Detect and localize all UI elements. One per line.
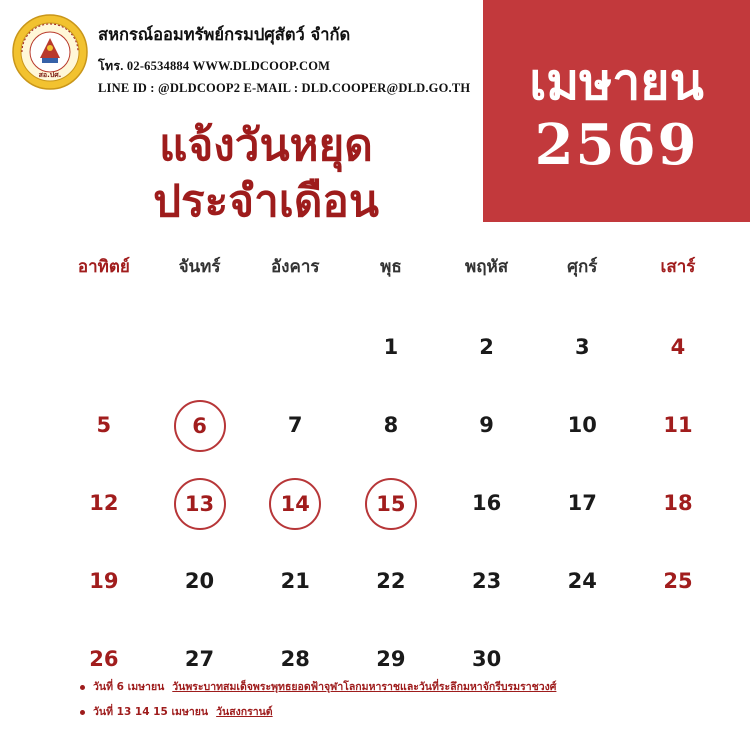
note-item — [80, 703, 556, 720]
day-cell — [343, 308, 439, 386]
day-number: 3 — [574, 335, 590, 359]
day-number: 21 — [280, 569, 310, 593]
cooperative-logo — [12, 14, 88, 90]
day-cell — [439, 542, 535, 620]
day-cell — [534, 464, 630, 542]
holiday-day-cell — [152, 386, 248, 464]
day-number: 29 — [376, 647, 406, 671]
day-number: 13 — [174, 478, 226, 530]
day-cell — [152, 542, 248, 620]
empty-day-cell — [152, 308, 248, 386]
day-number: 19 — [89, 569, 119, 593]
day-cell — [439, 308, 535, 386]
page-title — [96, 118, 436, 230]
note-date: วันที่ 6 เมษายน — [93, 681, 165, 693]
day-number: 24 — [567, 569, 597, 593]
day-number: 27 — [184, 647, 215, 671]
day-number: 4 — [670, 335, 686, 359]
weekday-thu: พฤหัส — [465, 257, 509, 277]
day-number: 11 — [663, 413, 693, 437]
day-cell — [630, 464, 726, 542]
day-number: 20 — [184, 569, 215, 593]
bullet-icon — [80, 710, 85, 715]
day-cell — [534, 386, 630, 464]
holiday-notes — [80, 678, 556, 728]
weekday-fri: ศุกร์ — [567, 257, 598, 277]
month-name: เมษายน — [529, 52, 704, 111]
day-number: 26 — [89, 647, 119, 671]
day-number: 12 — [89, 491, 119, 515]
day-cell — [534, 542, 630, 620]
bullet-icon — [80, 685, 85, 690]
contact-line: โทร. 02-6534884 WWW.DLDCOOP.COM — [98, 59, 331, 73]
empty-day-cell — [630, 620, 726, 698]
day-number: 2 — [479, 335, 494, 359]
day-cell — [630, 386, 726, 464]
day-number: 17 — [567, 491, 597, 515]
weekday-tue: อังคาร — [270, 257, 320, 277]
holiday-day-cell — [152, 464, 248, 542]
calendar-week — [56, 464, 726, 542]
calendar-week — [56, 386, 726, 464]
day-number: 30 — [471, 647, 502, 671]
org-info — [98, 22, 470, 96]
weekday-mon: จันทร์ — [178, 257, 221, 277]
day-cell — [630, 542, 726, 620]
holiday-day-cell — [247, 464, 343, 542]
day-number: 1 — [383, 335, 399, 359]
day-number: 18 — [663, 491, 693, 515]
calendar-week — [56, 542, 726, 620]
day-number: 8 — [383, 413, 399, 437]
empty-day-cell — [56, 308, 152, 386]
org-name: สหกรณ์ออมทรัพย์กรมปศุสัตว์ จำกัด — [98, 25, 351, 44]
note-item — [80, 678, 556, 695]
day-cell — [56, 542, 152, 620]
day-cell — [247, 386, 343, 464]
note-desc: วันสงกรานต์ — [216, 706, 273, 718]
day-number: 5 — [96, 413, 112, 437]
empty-day-cell — [247, 308, 343, 386]
month-banner — [483, 0, 750, 222]
day-number: 7 — [287, 413, 303, 437]
day-number: 23 — [471, 569, 502, 593]
day-cell — [439, 464, 535, 542]
weekday-sun: อาทิตย์ — [77, 257, 130, 277]
day-cell — [534, 308, 630, 386]
title-line-1: แจ้งวันหยุด — [159, 120, 373, 171]
calendar-weeks — [56, 308, 726, 698]
day-number: 22 — [376, 569, 406, 593]
day-number: 10 — [567, 413, 597, 437]
day-cell — [56, 386, 152, 464]
note-date: วันที่ 13 14 15 เมษายน — [93, 706, 209, 718]
day-number: 9 — [479, 413, 494, 437]
note-desc: วันพระบาทสมเด็จพระพุทธยอดฟ้าจุฬาโลกมหาราชและวันที่ระลึกมหาจักรีบรมราชวงศ์ — [172, 681, 557, 693]
day-cell — [439, 386, 535, 464]
logo-text: สอ.ปศ. — [38, 71, 62, 79]
social-line: LINE ID : @DLDCOOP2 E-MAIL : DLD.COOPER@DLD.GO.TH — [98, 81, 471, 95]
day-number: 6 — [174, 400, 226, 452]
title-line-2: ประจำเดือน — [153, 176, 379, 227]
calendar-grid — [56, 247, 726, 698]
weekday-header — [56, 247, 726, 287]
day-cell — [343, 542, 439, 620]
day-cell — [630, 308, 726, 386]
day-cell — [56, 464, 152, 542]
weekday-wed: พุธ — [380, 257, 402, 277]
holiday-day-cell — [343, 464, 439, 542]
day-cell — [343, 386, 439, 464]
day-number: 14 — [269, 478, 321, 530]
day-number: 28 — [280, 647, 310, 671]
calendar-week — [56, 308, 726, 386]
day-cell — [247, 542, 343, 620]
day-number: 15 — [365, 478, 417, 530]
weekday-sat: เสาร์ — [660, 257, 696, 277]
day-number: 16 — [471, 491, 502, 515]
day-number: 25 — [663, 569, 693, 593]
month-year: 2569 — [534, 112, 699, 178]
